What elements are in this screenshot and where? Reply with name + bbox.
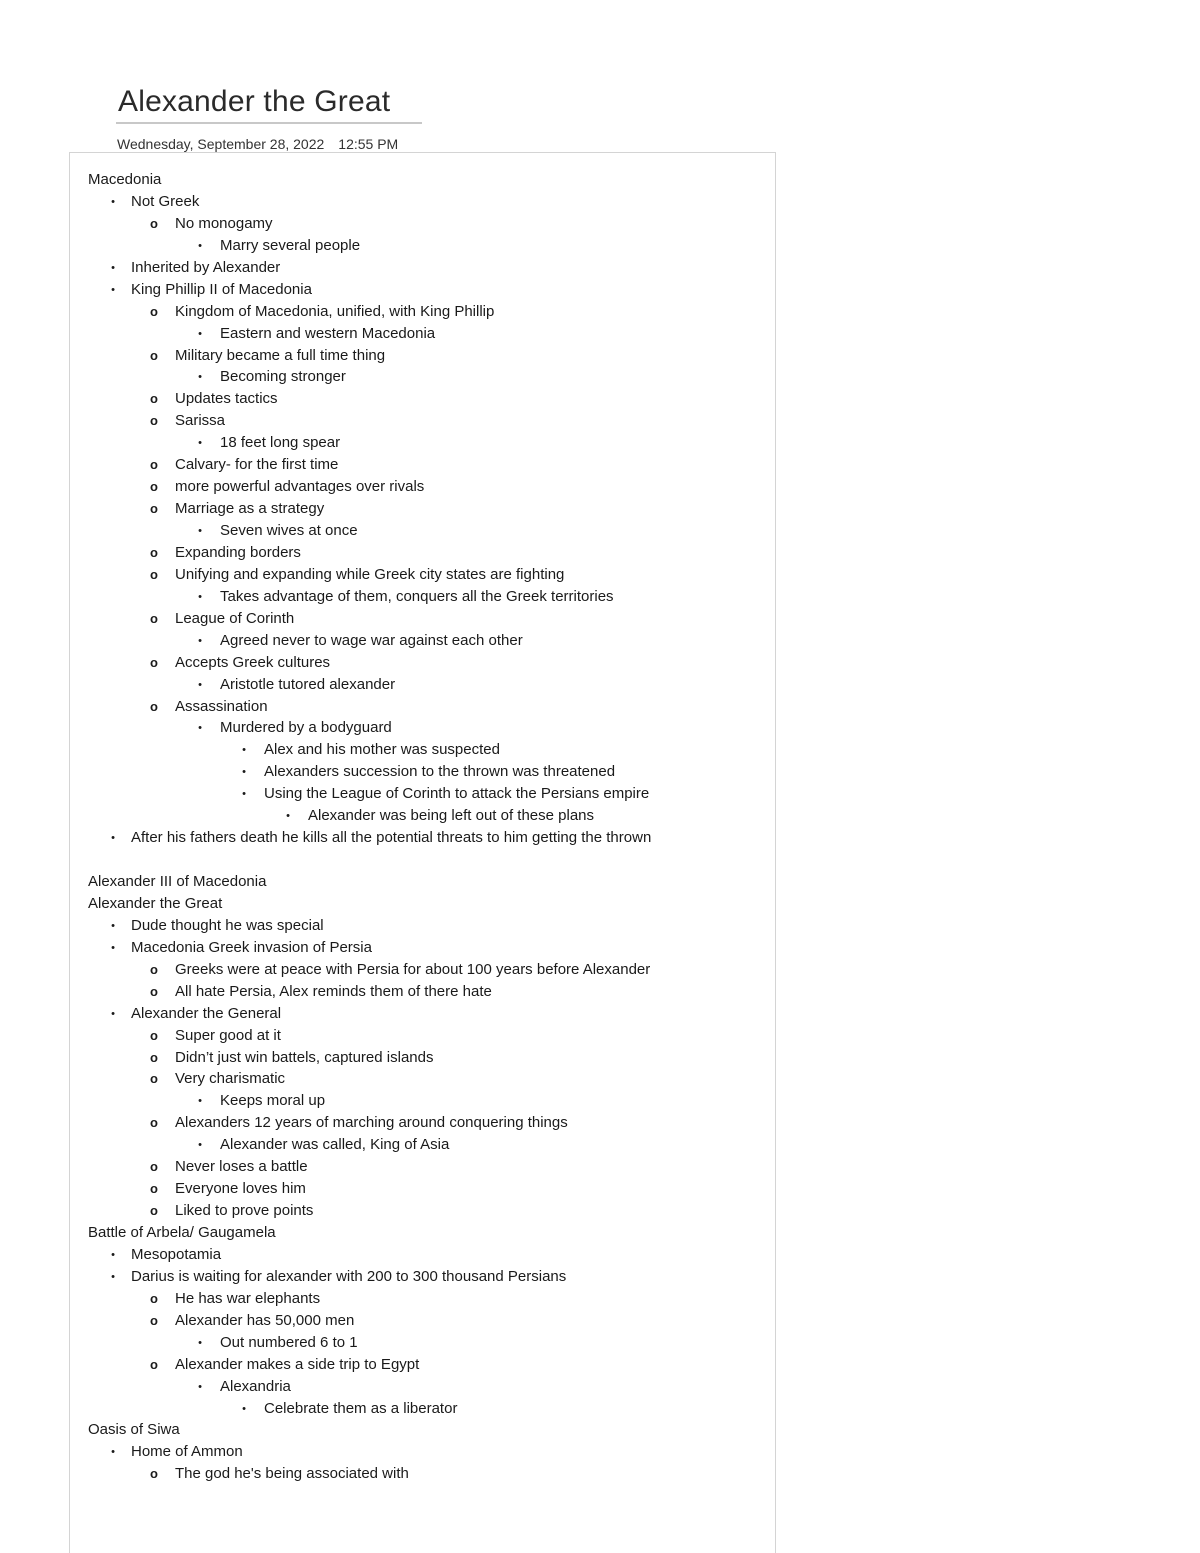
outline-text: Darius is waiting for alexander with 200 to 300 thousand Persians [131,1267,567,1285]
disc-bullet-icon: • [198,722,202,735]
outline-text: Aristotle tutored alexander [220,675,396,693]
outline-line[interactable] [88,761,768,783]
outline-text: Battle of Arbela/ Gaugamela [88,1224,276,1241]
outline-text: 18 feet long spear [220,434,341,452]
circle-bullet-icon: o [150,413,158,429]
outline-text: Greeks were at peace with Persia for about 100 years before Alexander [175,960,651,978]
outline-line[interactable] [88,1398,768,1420]
outline-text: Alex and his mother was suspected [264,741,500,759]
outline-text: Oasis of Siwa [88,1421,180,1439]
outline-text: Murdered by a bodyguard [220,719,392,737]
outline-text: Out numbered 6 to 1 [220,1333,358,1351]
outline-text: Very charismatic [175,1070,286,1088]
outline-text: Alexander the General [131,1004,282,1022]
outline-line[interactable] [88,1200,768,1222]
outline-line[interactable] [88,1419,768,1441]
disc-bullet-icon: • [242,744,246,757]
outline-text: The god he's being associated with [175,1465,409,1483]
outline-line[interactable] [88,301,768,323]
disc-bullet-icon: • [198,327,202,340]
disc-bullet-icon: • [111,1007,115,1020]
disc-bullet-icon: • [242,1402,246,1415]
outline-line[interactable] [88,542,768,564]
outline-line[interactable] [88,432,768,454]
outline-line[interactable] [88,674,768,696]
outline-text: Assassination [175,697,268,715]
outline-line[interactable] [88,1178,768,1200]
outline-line[interactable] [88,1354,768,1376]
outline-line[interactable] [88,981,768,1003]
page-time: 12:55 PM [338,136,399,152]
disc-bullet-icon: • [198,1380,202,1393]
disc-bullet-icon: • [111,283,115,296]
outline-text: Marry several people [220,236,361,254]
disc-bullet-icon: • [111,1446,115,1459]
outline-line[interactable] [88,608,768,630]
circle-bullet-icon: o [150,1159,158,1175]
outline-line[interactable] [88,366,768,388]
outline-line[interactable] [88,388,768,410]
outline-text: Military became a full time thing [175,346,386,364]
circle-bullet-icon: o [150,1356,158,1372]
outline-line[interactable] [88,345,768,367]
disc-bullet-icon: • [111,1248,115,1261]
outline-text: All hate Persia, Alex reminds them of there hate [175,982,492,1000]
outline-line[interactable] [88,169,768,191]
circle-bullet-icon: o [150,610,158,626]
outline-line[interactable] [88,213,768,235]
circle-bullet-icon: o [150,698,158,714]
outline-text: Marriage as a strategy [175,500,325,518]
outline-text: Macedonia [88,171,162,188]
circle-bullet-icon: o [150,1115,158,1131]
outline-line[interactable] [88,717,768,739]
outline-text: Sarissa [175,412,226,430]
outline-line[interactable] [88,191,768,213]
disc-bullet-icon: • [111,195,115,208]
outline-line[interactable] [88,520,768,542]
page-title: Alexander the Great [118,85,391,118]
outline-text: Liked to prove points [175,1202,314,1220]
outline-line[interactable] [88,1463,768,1485]
disc-bullet-icon: • [286,810,290,823]
circle-bullet-icon: o [150,983,158,999]
circle-bullet-icon: o [150,501,158,517]
outline-line[interactable] [88,1332,768,1354]
note-outline [88,169,768,1485]
outline-text: Accepts Greek cultures [175,653,331,671]
outline-text: Becoming stronger [220,368,346,386]
outline-text: League of Corinth [175,609,295,627]
circle-bullet-icon: o [150,1181,158,1197]
outline-line[interactable] [88,805,768,827]
outline-line[interactable] [88,257,768,279]
title-underline [116,122,422,124]
disc-bullet-icon: • [111,919,115,932]
outline-line[interactable] [88,849,768,871]
outline-text: King Phillip II of Macedonia [131,280,312,298]
circle-bullet-icon: o [150,1466,158,1482]
page-metadata [117,134,398,154]
outline-text: He has war elephants [175,1289,321,1307]
disc-bullet-icon: • [198,634,202,647]
disc-bullet-icon: • [198,1336,202,1349]
outline-text: Celebrate them as a liberator [264,1399,458,1417]
outline-text: Agreed never to wage war against each other [220,631,523,649]
circle-bullet-icon: o [150,1290,158,1306]
circle-bullet-icon: o [150,654,158,670]
page-date: Wednesday, September 28, 2022 [117,136,325,152]
outline-text: Updates tactics [175,390,278,408]
disc-bullet-icon: • [198,1139,202,1152]
disc-bullet-icon: • [242,766,246,779]
circle-bullet-icon: o [150,347,158,363]
outline-line[interactable] [88,1068,768,1090]
outline-text: Alexandria [220,1377,291,1395]
circle-bullet-icon: o [150,1049,158,1065]
outline-text: Takes advantage of them, conquers all the Greek territories [220,587,614,605]
outline-line[interactable] [88,1134,768,1156]
disc-bullet-icon: • [198,239,202,252]
outline-line[interactable] [88,323,768,345]
outline-text: Super good at it [175,1026,281,1044]
outline-text: Macedonia Greek invasion of Persia [131,938,372,956]
circle-bullet-icon: o [150,544,158,560]
outline-text: No monogamy [175,214,273,232]
disc-bullet-icon: • [111,1270,115,1283]
outline-line[interactable] [88,652,768,674]
outline-line[interactable] [88,1266,768,1288]
disc-bullet-icon: • [111,941,115,954]
disc-bullet-icon: • [111,261,115,274]
outline-text: Didn’t just win battels, captured islands [175,1048,434,1066]
disc-bullet-icon: • [198,525,202,537]
outline-text: Home of Ammon [131,1443,243,1461]
disc-bullet-icon: • [198,1095,202,1108]
disc-bullet-icon: • [198,590,202,603]
outline-line[interactable] [88,1112,768,1134]
outline-line[interactable] [88,235,768,257]
outline-text: Using the League of Corinth to attack the Persians empire [264,785,650,803]
outline-text: Dude thought he was special [131,916,324,934]
outline-text: Alexander III of Macedonia [88,873,267,890]
outline-line[interactable] [88,871,768,893]
outline-text: Alexander makes a side trip to Egypt [175,1355,420,1373]
outline-line[interactable] [88,630,768,652]
outline-line[interactable] [88,454,768,476]
outline-line[interactable] [88,783,768,805]
outline-text: Keeps moral up [220,1092,326,1110]
outline-line[interactable] [88,1222,768,1244]
circle-bullet-icon: o [150,1071,158,1087]
outline-text: more powerful advantages over rivals [175,478,425,496]
outline-line[interactable] [88,564,768,586]
outline-text: After his fathers death he kills all the potential threats to him getting the thrown [131,829,652,847]
outline-line[interactable] [88,1244,768,1266]
outline-line[interactable] [88,476,768,498]
disc-bullet-icon: • [198,371,202,384]
outline-line[interactable] [88,1090,768,1112]
circle-bullet-icon: o [150,1312,158,1328]
circle-bullet-icon: o [150,391,158,407]
outline-text: Eastern and western Macedonia [220,324,436,342]
circle-bullet-icon: o [150,303,158,319]
disc-bullet-icon: • [111,832,115,845]
outline-line[interactable] [88,827,768,849]
outline-line[interactable] [88,1025,768,1047]
disc-bullet-icon: • [198,678,202,691]
outline-text: Inherited by Alexander [131,258,281,276]
outline-line[interactable] [88,1376,768,1398]
circle-bullet-icon: o [150,215,158,231]
outline-line[interactable] [88,915,768,937]
outline-text: Alexander was called, King of Asia [220,1136,450,1154]
outline-text: Unifying and expanding while Greek city states are fighting [175,565,565,583]
outline-line[interactable] [88,696,768,718]
circle-bullet-icon: o [150,1027,158,1043]
outline-line[interactable] [88,1441,768,1463]
outline-line[interactable] [88,1003,768,1025]
outline-line[interactable] [88,937,768,959]
outline-line[interactable] [88,1310,768,1332]
outline-line[interactable] [88,1047,768,1069]
circle-bullet-icon: o [150,1203,158,1219]
outline-line[interactable] [88,893,768,915]
outline-line[interactable] [88,498,768,520]
outline-text: Not Greek [131,192,200,210]
outline-text: Alexanders 12 years of marching around conquering things [175,1114,568,1132]
outline-text: Kingdom of Macedonia, unified, with King Phillip [175,302,495,320]
disc-bullet-icon: • [198,437,202,450]
outline-text: Seven wives at once [220,522,358,539]
outline-line[interactable] [88,279,768,301]
outline-text: Alexander the Great [88,894,223,912]
disc-bullet-icon: • [242,788,246,801]
outline-text: Alexander has 50,000 men [175,1311,355,1329]
circle-bullet-icon: o [150,961,158,977]
circle-bullet-icon: o [150,457,158,473]
outline-text: Expanding borders [175,543,301,561]
outline-text: Alexanders succession to the thrown was threatened [264,763,616,781]
outline-line[interactable] [88,1288,768,1310]
outline-text: Alexander was being left out of these plans [308,807,595,825]
circle-bullet-icon: o [150,566,158,582]
outline-text: Never loses a battle [175,1158,308,1176]
outline-line[interactable] [88,959,768,981]
outline-text: Everyone loves him [175,1180,306,1198]
outline-line[interactable] [88,410,768,432]
outline-line[interactable] [88,739,768,761]
outline-line[interactable] [88,586,768,608]
outline-line[interactable] [88,1156,768,1178]
outline-text: Mesopotamia [131,1245,222,1263]
outline-text: Calvary- for the first time [175,456,339,474]
circle-bullet-icon: o [150,479,158,495]
